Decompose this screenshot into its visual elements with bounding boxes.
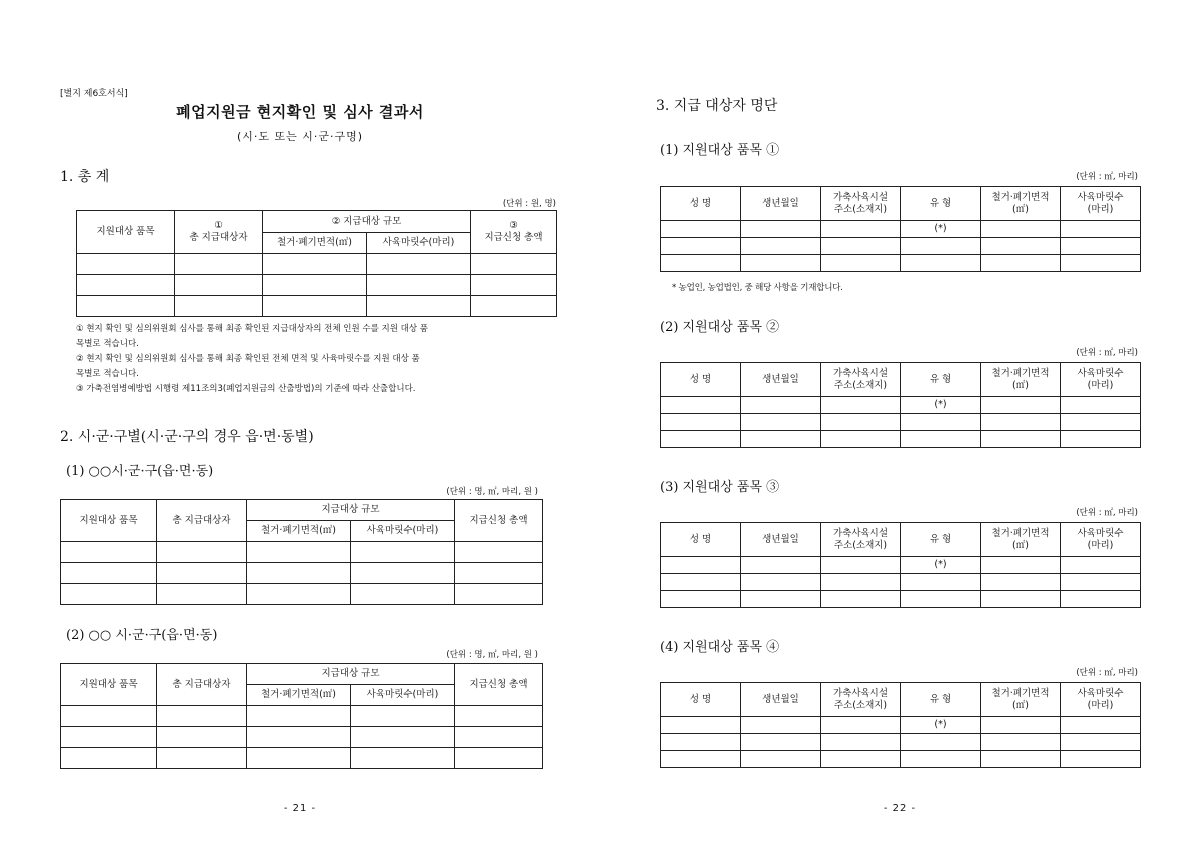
table-row <box>77 296 557 317</box>
recipient-table-2 <box>660 362 1141 448</box>
section-1-notes <box>76 322 546 397</box>
section-1-unit: (단위 : 원, 명) <box>502 199 556 209</box>
recipient-table-1 <box>660 186 1141 272</box>
header-type: 유 형 <box>901 523 981 557</box>
header-birth: 생년월일 <box>741 187 821 221</box>
summary-table <box>76 210 557 317</box>
header-item: 지원대상 품목 <box>61 664 157 706</box>
table-row <box>661 591 1141 608</box>
section-3-heading: 3. 지급 대상자 명단 <box>656 98 778 114</box>
header-address: 가축사육시설 주소(소재지) <box>821 187 901 221</box>
header-birth: 생년월일 <box>741 523 821 557</box>
header-address: 가축사육시설 주소(소재지) <box>821 363 901 397</box>
note-line: ① 현지 확인 및 심의위원회 심사를 통해 최종 확인된 지급대상자의 전체 인원 수를 지원 대상 품 <box>76 324 428 334</box>
header-item: 지원대상 품목 <box>61 500 157 542</box>
list-4-heading: (4) 지원대상 품목 ④ <box>660 640 780 655</box>
header-area: 철거·폐기면적 (㎡) <box>981 187 1061 221</box>
header-type: 유 형 <box>901 683 981 717</box>
table-row <box>661 255 1141 272</box>
region-2-unit: (단위 : 명, ㎡, 마리, 원 ) <box>446 650 538 660</box>
region-1-table <box>60 499 543 605</box>
header-area: 철거·폐기면적(㎡) <box>247 521 351 542</box>
table-row <box>661 397 1141 414</box>
type-mark: (*) <box>901 557 981 574</box>
header-area: 철거·폐기면적(㎡) <box>263 233 367 254</box>
header-name: 성 명 <box>661 523 741 557</box>
note-line: ③ 가축전염병예방법 시행령 제11조의3(폐업지원금의 산출방법)의 기준에 따라 산출합니다. <box>76 384 416 394</box>
table-row <box>661 221 1141 238</box>
table-row <box>661 557 1141 574</box>
note-line: ② 현지 확인 및 심의위원회 심사를 통해 최종 확인된 전체 면적 및 사육마릿수를 지원 대상 품 <box>76 354 420 364</box>
list-4-unit: (단위 : ㎡, 마리) <box>1076 668 1138 678</box>
type-mark: (*) <box>901 397 981 414</box>
header-type: 유 형 <box>901 363 981 397</box>
list-1-heading: (1) 지원대상 품목 ① <box>660 143 780 158</box>
table-row <box>61 542 543 563</box>
document-title: 폐업지원금 현지확인 및 심사 결과서 <box>176 103 424 121</box>
header-area: 철거·폐기면적 (㎡) <box>981 683 1061 717</box>
list-2-unit: (단위 : ㎡, 마리) <box>1076 348 1138 358</box>
page-number-right: - 22 - <box>883 803 917 814</box>
region-1-heading: (1) ○○시·군·구(읍·면·동) <box>66 464 214 479</box>
header-count: 사육마릿수(마리) <box>367 233 471 254</box>
header-name: 성 명 <box>661 683 741 717</box>
list-1-unit: (단위 : ㎡, 마리) <box>1076 172 1138 182</box>
table-row <box>661 574 1141 591</box>
table-row <box>661 431 1141 448</box>
header-total: 총 지급대상자 <box>157 664 247 706</box>
region-1-unit: (단위 : 명, ㎡, 마리, 원 ) <box>446 487 538 497</box>
form-number: [별지 제6호서식] <box>60 89 128 99</box>
note-line: 목별로 적습니다. <box>76 339 139 349</box>
header-address: 가축사육시설 주소(소재지) <box>821 523 901 557</box>
recipient-table-3 <box>660 522 1141 608</box>
header-count: 사육마릿수(마리) <box>351 685 455 706</box>
section-2-heading: 2. 시·군·구별(시·군·구의 경우 읍·면·동별) <box>60 429 314 445</box>
header-area: 철거·폐기면적(㎡) <box>247 685 351 706</box>
header-birth: 생년월일 <box>741 683 821 717</box>
header-item: 지원대상 품목 <box>77 211 175 254</box>
table-row <box>61 748 543 769</box>
recipient-table-4 <box>660 682 1141 768</box>
table-row <box>661 717 1141 734</box>
table-row <box>61 563 543 584</box>
header-name: 성 명 <box>661 363 741 397</box>
table-row <box>77 254 557 275</box>
header-scale: 지급대상 규모 <box>247 500 455 521</box>
header-count: 사육마릿수 (마리) <box>1061 187 1141 221</box>
header-address: 가축사육시설 주소(소재지) <box>821 683 901 717</box>
header-amount: 지급신청 총액 <box>455 664 543 706</box>
header-area: 철거·폐기면적 (㎡) <box>981 363 1061 397</box>
header-count: 사육마릿수 (마리) <box>1061 363 1141 397</box>
header-total: 총 지급대상자 <box>157 500 247 542</box>
page-number-left: - 21 - <box>283 803 317 814</box>
document-subtitle: (시·도 또는 시·군·구명) <box>236 130 364 143</box>
table-row <box>61 727 543 748</box>
header-count: 사육마릿수(마리) <box>351 521 455 542</box>
header-name: 성 명 <box>661 187 741 221</box>
table-row <box>661 414 1141 431</box>
table-row <box>61 706 543 727</box>
header-scale: 지급대상 규모 <box>247 664 455 685</box>
list-2-heading: (2) 지원대상 품목 ② <box>660 320 780 335</box>
list-3-heading: (3) 지원대상 품목 ③ <box>660 480 780 495</box>
region-2-table <box>60 663 543 769</box>
header-area: 철거·폐기면적 (㎡) <box>981 523 1061 557</box>
header-amount: ③ 지급신청 총액 <box>471 211 557 254</box>
header-count: 사육마릿수 (마리) <box>1061 683 1141 717</box>
table-row <box>61 584 543 605</box>
header-amount: 지급신청 총액 <box>455 500 543 542</box>
table-row <box>661 751 1141 768</box>
type-mark: (*) <box>901 221 981 238</box>
type-mark: (*) <box>901 717 981 734</box>
table-row <box>661 734 1141 751</box>
type-footnote: * 농업인, 농업법인, 중 해당 사항을 기재합니다. <box>672 283 843 293</box>
header-type: 유 형 <box>901 187 981 221</box>
list-3-unit: (단위 : ㎡, 마리) <box>1076 508 1138 518</box>
header-count: 사육마릿수 (마리) <box>1061 523 1141 557</box>
section-1-heading: 1. 총 계 <box>60 169 110 185</box>
header-total: ① 총 지급대상자 <box>175 211 263 254</box>
region-2-heading: (2) ○○ 시·군·구(읍·면·동) <box>66 628 218 643</box>
note-line: 목별로 적습니다. <box>76 369 139 379</box>
table-row <box>77 275 557 296</box>
header-scale: ② 지급대상 규모 <box>263 211 471 233</box>
header-birth: 생년월일 <box>741 363 821 397</box>
table-row <box>661 238 1141 255</box>
